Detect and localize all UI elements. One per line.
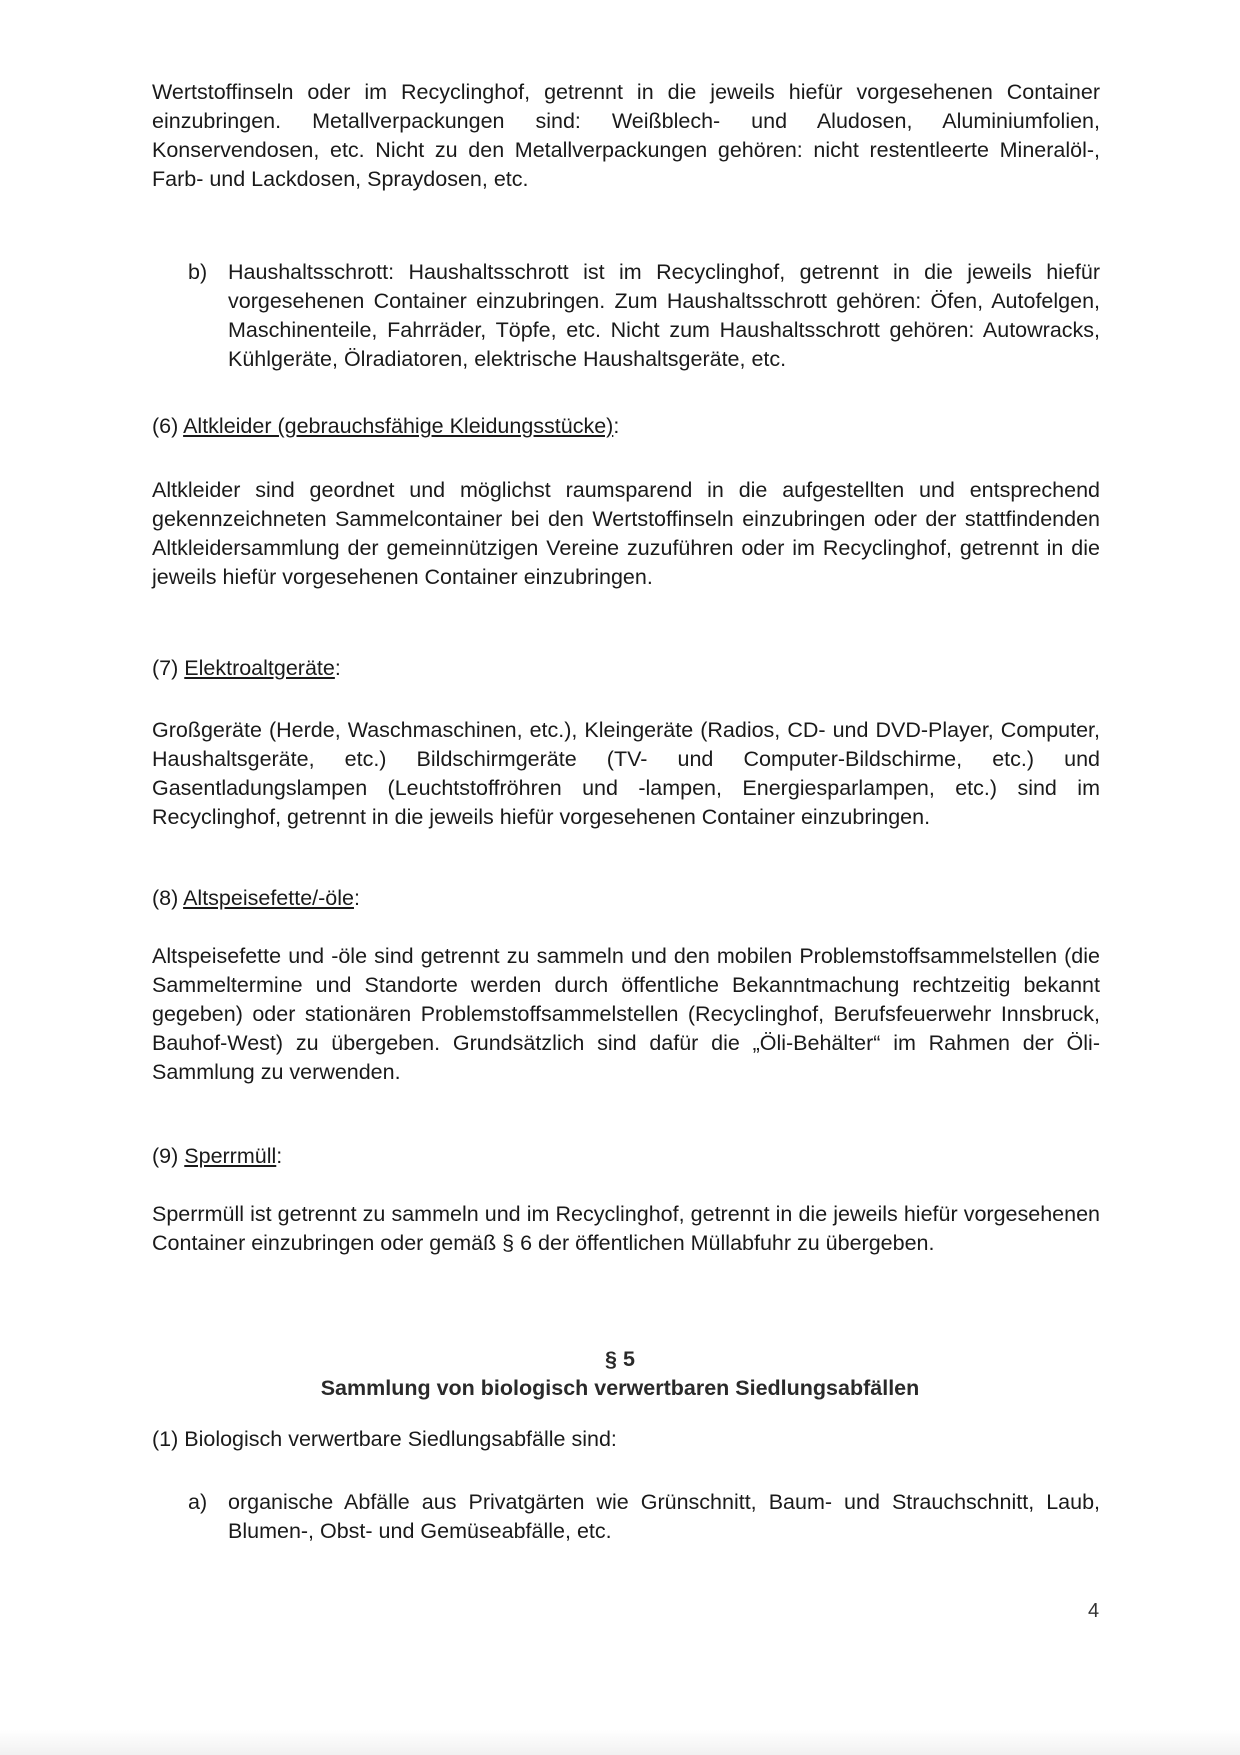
heading-6-number: (6)	[152, 414, 179, 438]
heading-7-colon: :	[334, 656, 341, 680]
heading-9-colon: :	[276, 1144, 283, 1168]
section-5-item-a-label: a)	[188, 1490, 208, 1514]
section-5-number: § 5	[605, 1347, 635, 1371]
paragraph-section-8: Altspeisefette und -öle sind getrennt zu sammeln und den mobilen Problemstoffsammelstellen (die Sammeltermine und Standorte werden durch öffentliche Bekanntmachung rechtzeitig bekannt gegeben) oder stationären Problemstoffsammelstellen (Recyclinghof, Berufsfeuerwehr Innsbruck, Bauhof-West) zu übergeben. Grundsätzlich sind dafür die „Öli-Behälter“ im Rahmen der Öli-Sammlung zu verwenden.	[152, 944, 1100, 1084]
paragraph-section-9: Sperrmüll ist getrennt zu sammeln und im Recyclinghof, getrennt in die jeweils hiefür vorgesehenen Container einzubringen oder gemäß § 6 der öffentlichen Müllabfuhr zu übergeben.	[152, 1202, 1100, 1255]
paragraph-section-6: Altkleider sind geordnet und möglichst raumsparend in die aufgestellten und entsprechend gekennzeichneten Sammelcontainer bei den Wertstoffinseln einzubringen oder der stattfindenden Altkleidersammlung der gemeinnützigen Vereine zuzuführen oder im Recyclinghof, getrennt in die jeweils hiefür vorgesehenen Container einzubringen.	[152, 478, 1100, 589]
item-b-household-scrap: Haushaltsschrott: Haushaltsschrott ist im Recyclinghof, getrennt in die jeweils hiefür vorgesehenen Container einzubringen. Zum Haushaltsschrott gehören: Öfen, Autofelgen, Maschinenteile, Fahrräder, Töpfe, etc. Nicht zum Haushaltsschrott gehören: Autowracks, Kühlgeräte, Ölradiatoren, elektrische Haushaltsgeräte, etc.	[228, 260, 1100, 371]
heading-6-colon: :	[613, 414, 620, 438]
heading-9-title: Sperrmüll	[184, 1144, 277, 1168]
paragraph-section-7: Großgeräte (Herde, Waschmaschinen, etc.), Kleingeräte (Radios, CD- und DVD-Player, Computer, Haushaltsgeräte, etc.) Bildschirmgeräte (TV- und Computer-Bildschirme, etc.) und Gasentladungslampen (Leuchtstoffröhren und -lampen, Energiesparlampen, etc.) sind im Recyclinghof, getrennt in die jeweils hiefür vorgesehenen Container einzubringen.	[152, 718, 1100, 829]
heading-section-9	[152, 1142, 282, 1171]
heading-section-6	[152, 412, 619, 441]
page-number: 4	[1088, 1600, 1100, 1622]
heading-section-8	[152, 884, 360, 913]
heading-6-title: Altkleider (gebrauchsfähige Kleidungsstücke)	[183, 414, 614, 438]
heading-7-number: (7)	[152, 656, 179, 680]
heading-section-7	[152, 654, 341, 683]
heading-7-title: Elektroaltgeräte	[184, 656, 335, 680]
item-b-label: b)	[188, 260, 208, 284]
heading-8-title: Altspeisefette/-öle	[183, 886, 354, 910]
scan-edge	[0, 1730, 1240, 1755]
section-5-title: Sammlung von biologisch verwertbaren Siedlungsabfällen	[320, 1376, 920, 1400]
section-5-item-1: (1) Biologisch verwertbare Siedlungsabfälle sind:	[152, 1427, 617, 1451]
section-5-item-a-text: organische Abfälle aus Privatgärten wie Grünschnitt, Baum- und Strauchschnitt, Laub, Blumen-, Obst- und Gemüseabfälle, etc.	[228, 1490, 1100, 1543]
heading-8-number: (8)	[152, 886, 179, 910]
heading-9-number: (9)	[152, 1144, 179, 1168]
paragraph-metal-packaging: Wertstoffinseln oder im Recyclinghof, getrennt in die jeweils hiefür vorgesehenen Container einzubringen. Metallverpackungen sind: Weißblech- und Aludosen, Aluminiumfolien, Konservendosen, etc. Nicht zu den Metallverpackungen gehören: nicht restentleerte Mineralöl-, Farb- und Lackdosen, Spraydosen, etc.	[152, 80, 1100, 191]
heading-8-colon: :	[353, 886, 360, 910]
